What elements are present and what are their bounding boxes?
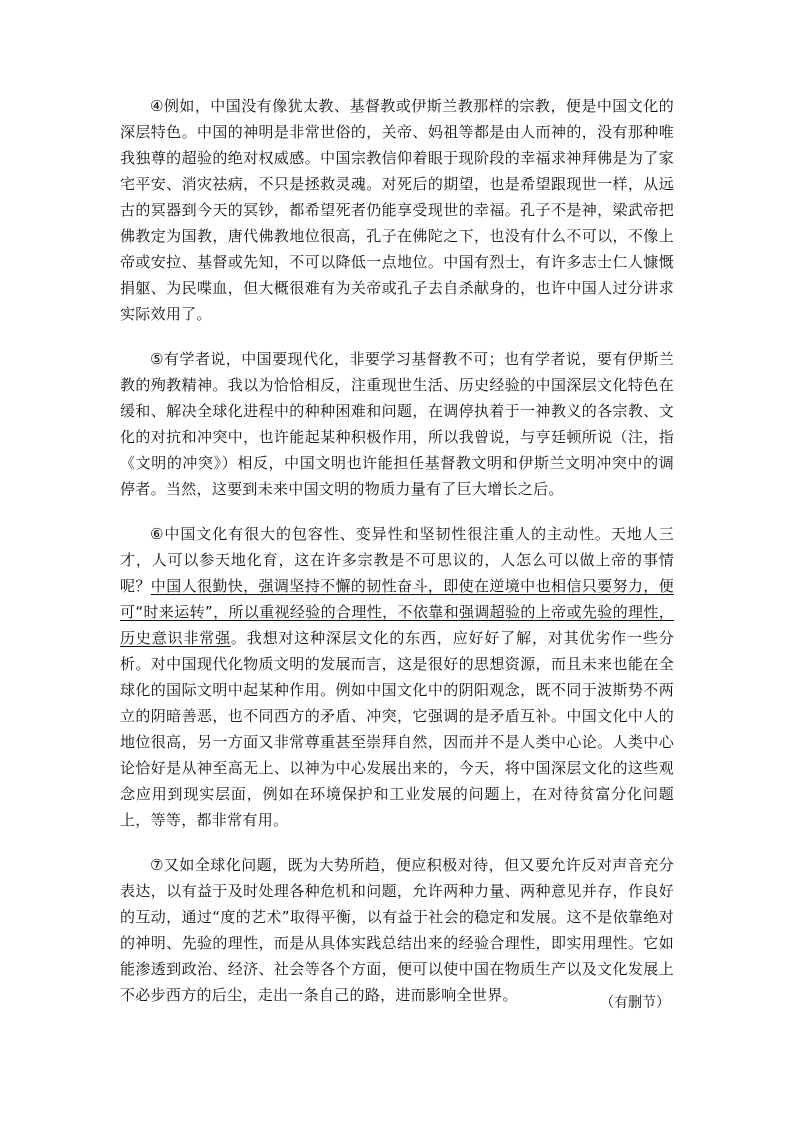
paragraph-7 [120, 852, 674, 1008]
paragraph-5-text: ⑤有学者说，中国要现代化，非要学习基督教不可；也有学者说，要有伊斯兰教的殉教精神。我以为恰恰相反，注重现世生活、历史经验的中国深层文化特色在缓和、解决全球化进程中的种种困难和问题，在调停执着于一神教义的各宗教、文化的对抗和冲突中，也许能起某种积极作用，所以我曾说，与亨廷顿所说（注，指《文明的冲突》）相反，中国文明也许能担任基督教文明和伊斯兰文明冲突中的调停者。当然，这要到未来中国文明的物质力量有了巨大增长之后。 [120, 350, 674, 498]
abridged-note: （有删节） [600, 995, 670, 1011]
paragraph-6 [120, 521, 674, 833]
paragraph-6-underlined-sentence: 中国人很勤快，强调坚持不懈的韧性奋斗，即使在逆境中也相信只要努力，便可“时来运转”，所以重视经验的合理性，不依靠和强调超验的上帝或先验的理性，历史意识非常强 [120, 577, 674, 647]
paragraph-6-text-end: 。我想对这种深层文化的东西，应好好了解，对其优劣作一些分析。对中国现代化物质文明的发展而言，这是很好的思想资源，而且未来也能在全球化的国际文明中起某种作用。例如中国文化中的阴阳观念，既不同于波斯势不两立的阴暗善恶，也不同西方的矛盾、冲突，它强调的是矛盾互补。中国文化中人的地位很高，另一方面又非常尊重甚至崇拜自然，因而并不是人类中心论。人类中心论恰好是从神至高无上、以神为中心发展出来的，今天，将中国深层文化的这些观念应用到现实层面，例如在环境保护和工业发展的问题上，在对待贫富分化问题上，等等，都非常有用。 [120, 629, 674, 829]
paragraph-7-text: ⑦又如全球化问题，既为大势所趋，便应积极对待，但又要允许反对声音充分表达，以有益于及时处理各种危机和问题，允许两种力量、两种意见并存，作良好的互动，通过“度的艺术”取得平衡，以有益于社会的稳定和发展。这不是依靠绝对的神明、先验的理性，而是从具体实践总结出来的经验合理性，即实用理性。它如能渗透到政治、经济、社会等各个方面，便可以使中国在物质生产以及文化发展上不必步西方的后尘，走出一条自己的路，进而影响全世界。 [120, 856, 674, 1004]
paragraph-6-text-start: ⑥中国文化有很大的包容性、变异性和坚韧性很注重人的主动性。天地人三才，人可以参天地化育，这在许多宗教是不可思议的，人怎么可以做上帝的事情呢？ [120, 525, 674, 595]
paragraph-4 [120, 93, 674, 327]
paragraph-4-text: ④例如，中国没有像犹太教、基督教或伊斯兰教那样的宗教，便是中国文化的深层特色。中国的神明是非常世俗的，关帝、妈祖等都是由人而神的，没有那种唯我独尊的超验的绝对权威感。中国宗教信仰着眼于现阶段的幸福求神拜佛是为了家宅平安、消灾祛病，不只是拯救灵魂。对死后的期望，也是希望跟现世一样，从远古的冥器到今天的冥钞，都希望死者仍能享受现世的幸福。孔子不是神，梁武帝把佛教定为国教，唐代佛教地位很高，孔子在佛陀之下，也没有什么不可以，不像上帝或安拉、基督或先知，不可以降低一点地位。中国有烈士，有许多志士仁人慷慨捐躯、为民喋血，但大概很难有为关帝或孔子去自杀献身的，也许中国人过分讲求实际效用了。 [120, 97, 674, 323]
paragraph-5 [120, 346, 674, 502]
